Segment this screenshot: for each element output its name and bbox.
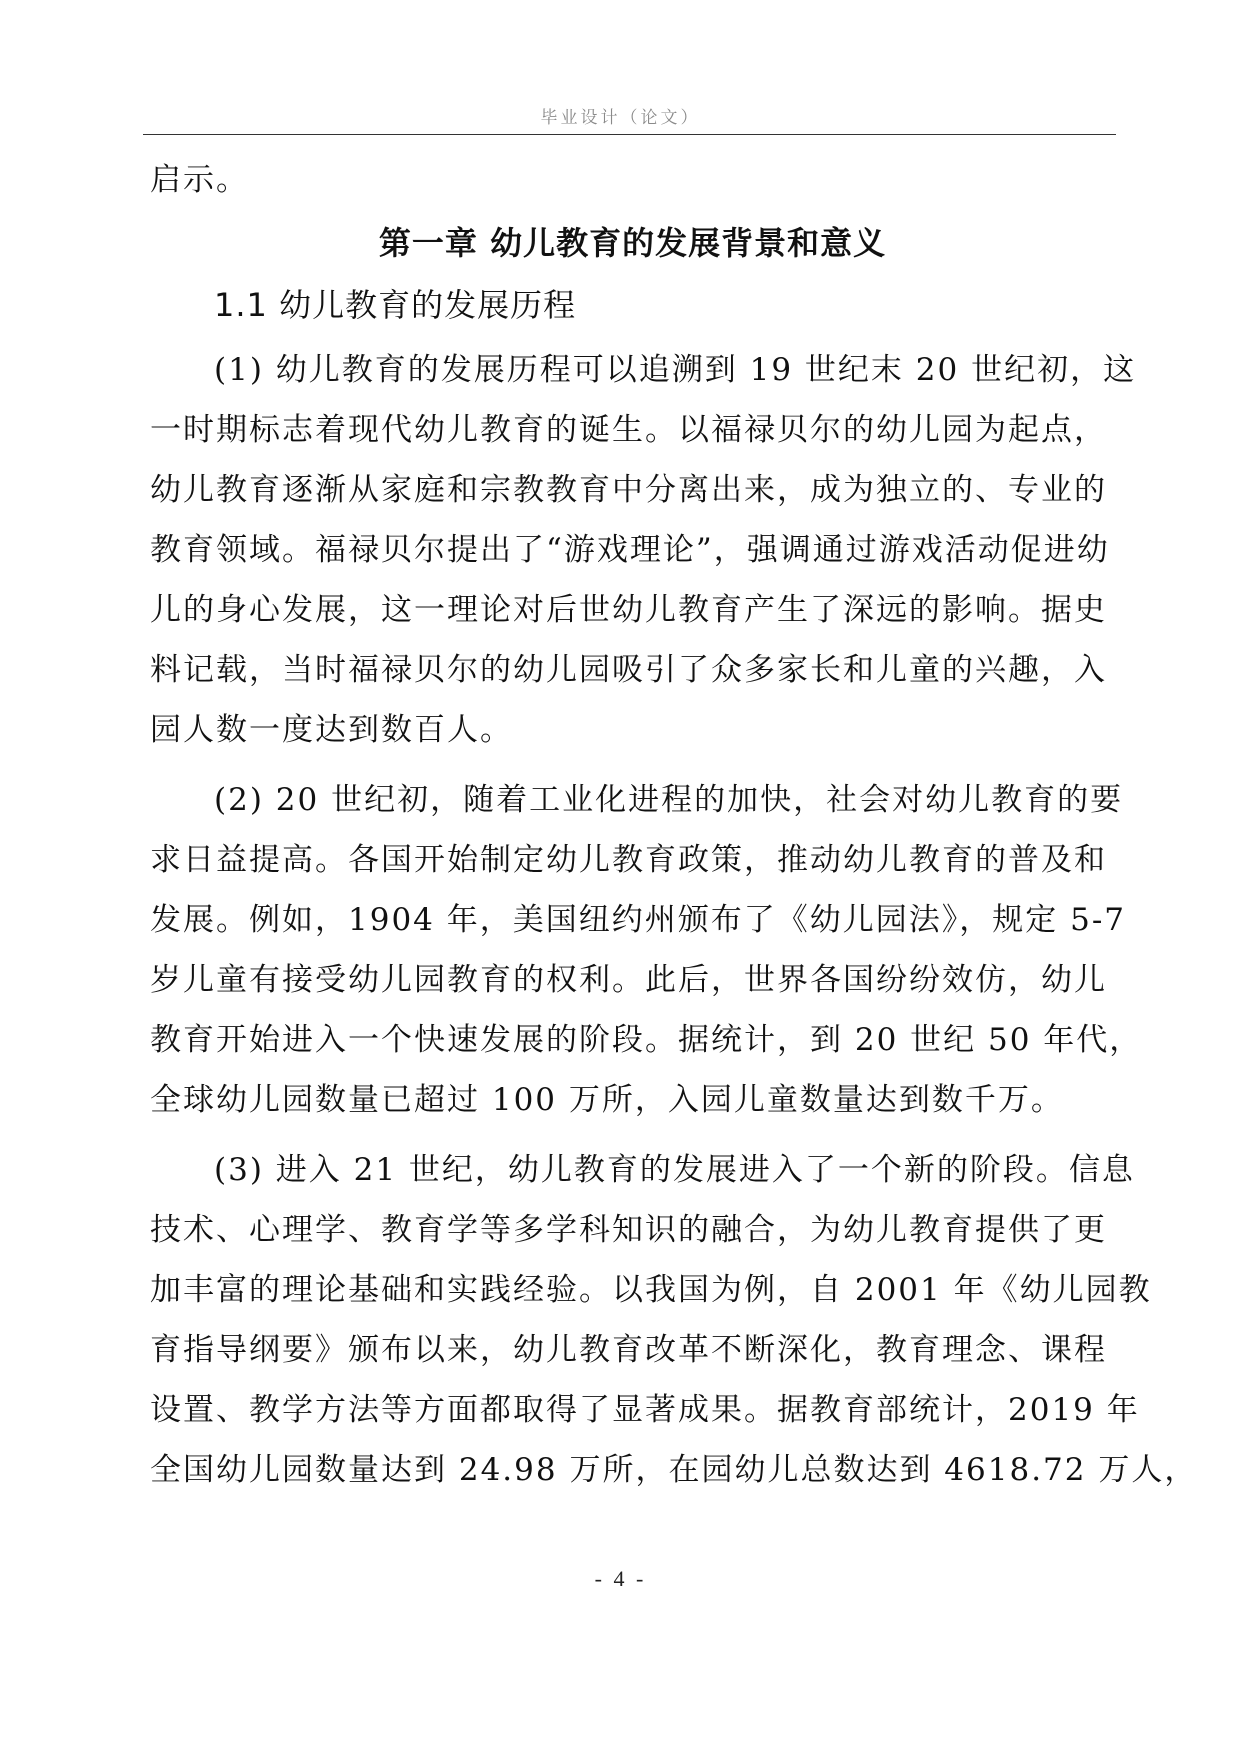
paragraph-line: 设置、教学方法等方面都取得了显著成果。据教育部统计，2019 年: [150, 1392, 1140, 1428]
document-body: [150, 150, 1198, 1500]
paragraph-line: 育指导纲要》颁布以来，幼儿教育改革不断深化，教育理念、课程: [150, 1332, 1107, 1368]
paragraph-line: 全球幼儿园数量已超过 100 万所，入园儿童数量达到数千万。: [150, 1082, 1064, 1118]
paragraph-line: 技术、心理学、教育学等多学科知识的融合，为幼儿教育提供了更: [150, 1212, 1107, 1248]
paragraph-line: 幼儿教育逐渐从家庭和宗教教育中分离出来，成为独立的、专业的: [150, 472, 1107, 508]
paragraph-line: 一时期标志着现代幼儿教育的诞生。以福禄贝尔的幼儿园为起点，: [150, 412, 1107, 448]
paragraph-2: [150, 770, 1143, 1130]
header-divider: [143, 134, 1116, 135]
paragraph-1: [150, 340, 1137, 760]
page-header-title: 毕业设计（论文）: [540, 108, 701, 128]
paragraph-line: 教育开始进入一个快速发展的阶段。据统计，到 20 世纪 50 年代，: [150, 1022, 1143, 1058]
paragraph-gap: [150, 760, 1115, 770]
paragraph-line: 儿的身心发展，这一理论对后世幼儿教育产生了深远的影响。据史: [150, 592, 1107, 628]
paragraph-line: 教育领域。福禄贝尔提出了“游戏理论”，强调通过游戏活动促进幼: [150, 532, 1110, 568]
paragraph-3: [150, 1140, 1198, 1500]
paragraph-line: 料记载，当时福禄贝尔的幼儿园吸引了众多家长和儿童的兴趣，入: [150, 652, 1107, 688]
paragraph-line: 发展。例如，1904 年，美国纽约州颁布了《幼儿园法》，规定 5-7: [150, 902, 1127, 938]
paragraph-line: 求日益提高。各国开始制定幼儿教育政策，推动幼儿教育的普及和: [150, 842, 1107, 878]
paragraph-gap: [150, 1130, 1115, 1140]
paragraph-line: 全国幼儿园数量达到 24.98 万所，在园幼儿总数达到 4618.72 万人，: [150, 1452, 1198, 1488]
paragraph-line: 加丰富的理论基础和实践经验。以我国为例，自 2001 年《幼儿园教: [150, 1272, 1152, 1308]
section-title: 1.1 幼儿教育的发展历程: [214, 286, 577, 324]
intro-line: 启示。: [150, 162, 249, 198]
paragraph-line: 岁儿童有接受幼儿园教育的权利。此后，世界各国纷纷效仿，幼儿: [150, 962, 1107, 998]
page-number: - 4 -: [594, 1566, 647, 1591]
chapter-title: 第一章 幼儿教育的发展背景和意义: [378, 224, 887, 262]
paragraph-line: 园人数一度达到数百人。: [150, 712, 513, 748]
paragraph-line: (1) 幼儿教育的发展历程可以追溯到 19 世纪末 20 世纪初，这: [214, 352, 1137, 388]
paragraph-line: (3) 进入 21 世纪，幼儿教育的发展进入了一个新的阶段。信息: [214, 1152, 1135, 1188]
paragraph-line: (2) 20 世纪初，随着工业化进程的加快，社会对幼儿教育的要: [214, 782, 1124, 818]
